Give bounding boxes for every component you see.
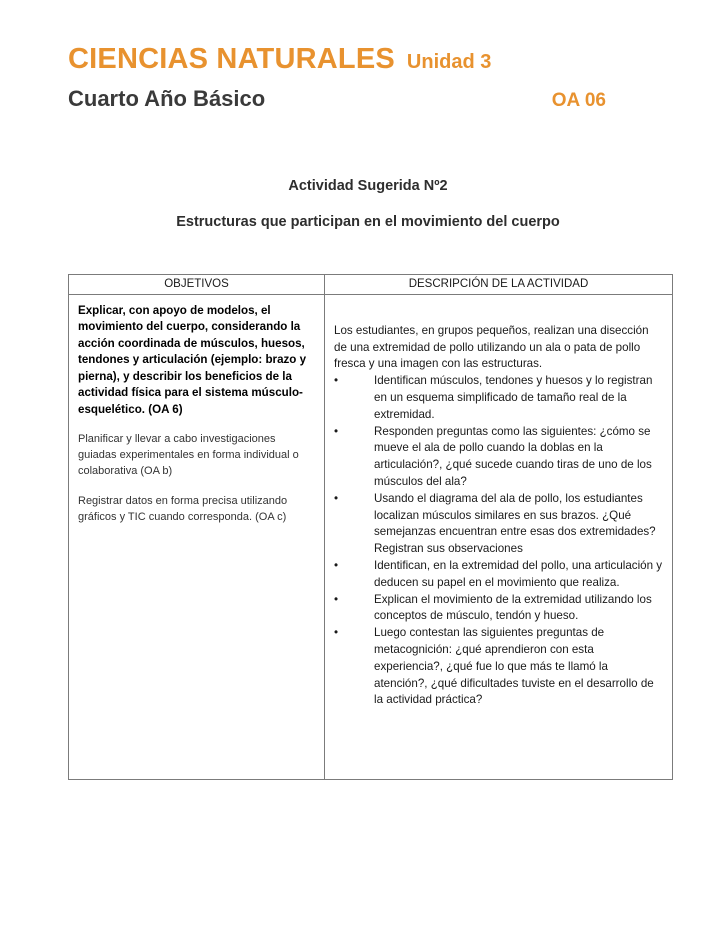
subject-title: CIENCIAS NATURALES [68, 43, 395, 75]
bullet-icon: • [334, 424, 339, 438]
list-item-text: Responden preguntas como las siguientes: ¿cómo se mueve el ala de pollo cuando la doblas en la articulación?, ¿qué sucede cuando tiras de uno de los músculos del ala? [374, 424, 652, 489]
list-item [334, 424, 663, 491]
cell-objetivos [69, 294, 325, 779]
header-second-line [68, 86, 668, 112]
table-header-row [69, 274, 673, 294]
list-item [334, 558, 663, 592]
list-item [334, 625, 663, 709]
column-header-objetivos: OBJETIVOS [69, 274, 325, 294]
list-item-text: Identifican, en la extremidad del pollo, una articulación y deducen su papel en el movimiento que realiza. [374, 559, 663, 589]
list-item [334, 592, 663, 626]
activity-number: Actividad Sugerida Nº2 [288, 177, 448, 194]
bullet-icon: • [334, 491, 339, 505]
objective-main: Explicar, con apoyo de modelos, el movimiento del cuerpo, considerando la acción coordinada de músculos, huesos, tendones y articulación (ejemplo: brazo y pierna), y describir los beneficios de la actividad física para el sistema músculo-esquelético. (OA 6) [78, 303, 307, 416]
cell-descripcion [325, 294, 673, 779]
document-header [68, 44, 668, 76]
table-row [69, 294, 673, 779]
description-intro: Los estudiantes, en grupos pequeños, realizan una disección de una extremidad de pollo utilizando un ala o pata de pollo fresca y una imagen con las estructuras. [334, 323, 649, 371]
list-item-text: Luego contestan las siguientes preguntas de metacognición: ¿qué aprendieron con esta experiencia?, ¿qué fue lo que más te llamó la atención?, ¿qué dificultades tuviste en el desarrollo de la actividad práctica? [374, 626, 654, 707]
list-item-text: Explican el movimiento de la extremidad utilizando los conceptos de músculo, tendón y hueso. [374, 592, 652, 623]
list-item-text: Identifican músculos, tendones y huesos y lo registran en un esquema simplificado de tamaño real de la extremidad. [374, 374, 653, 421]
grade-title: Cuarto Año Básico [68, 85, 266, 111]
activity-heading-block [68, 178, 668, 230]
bullet-icon: • [334, 559, 339, 573]
bullet-icon: • [334, 592, 339, 606]
cell-spacer [334, 709, 663, 769]
bullet-icon: • [334, 626, 339, 640]
cell-spacer [78, 540, 314, 600]
list-item [334, 373, 663, 423]
list-item [334, 491, 663, 558]
unit-label: Unidad 3 [406, 51, 492, 73]
activity-title: Estructuras que participan en el movimiento del cuerpo [176, 213, 560, 230]
column-header-descripcion: DESCRIPCIÓN DE LA ACTIVIDAD [325, 274, 673, 294]
list-item-text: Usando el diagrama del ala de pollo, los estudiantes localizan músculos similares en sus brazos. ¿Qué semejanzas encuentran entre esas dos extremidades? Registran sus observaciones [374, 491, 656, 556]
bullet-icon: • [334, 374, 339, 388]
activity-table [68, 274, 673, 780]
oa-code: OA 06 [551, 89, 606, 111]
objective-sub-b: Planificar y llevar a cabo investigaciones guiadas experimentales en forma individual o colaborativa (OA b) [78, 433, 299, 477]
objective-sub-c: Registrar datos en forma precisa utilizando gráficos y TIC cuando corresponda. (OA c) [78, 494, 288, 523]
